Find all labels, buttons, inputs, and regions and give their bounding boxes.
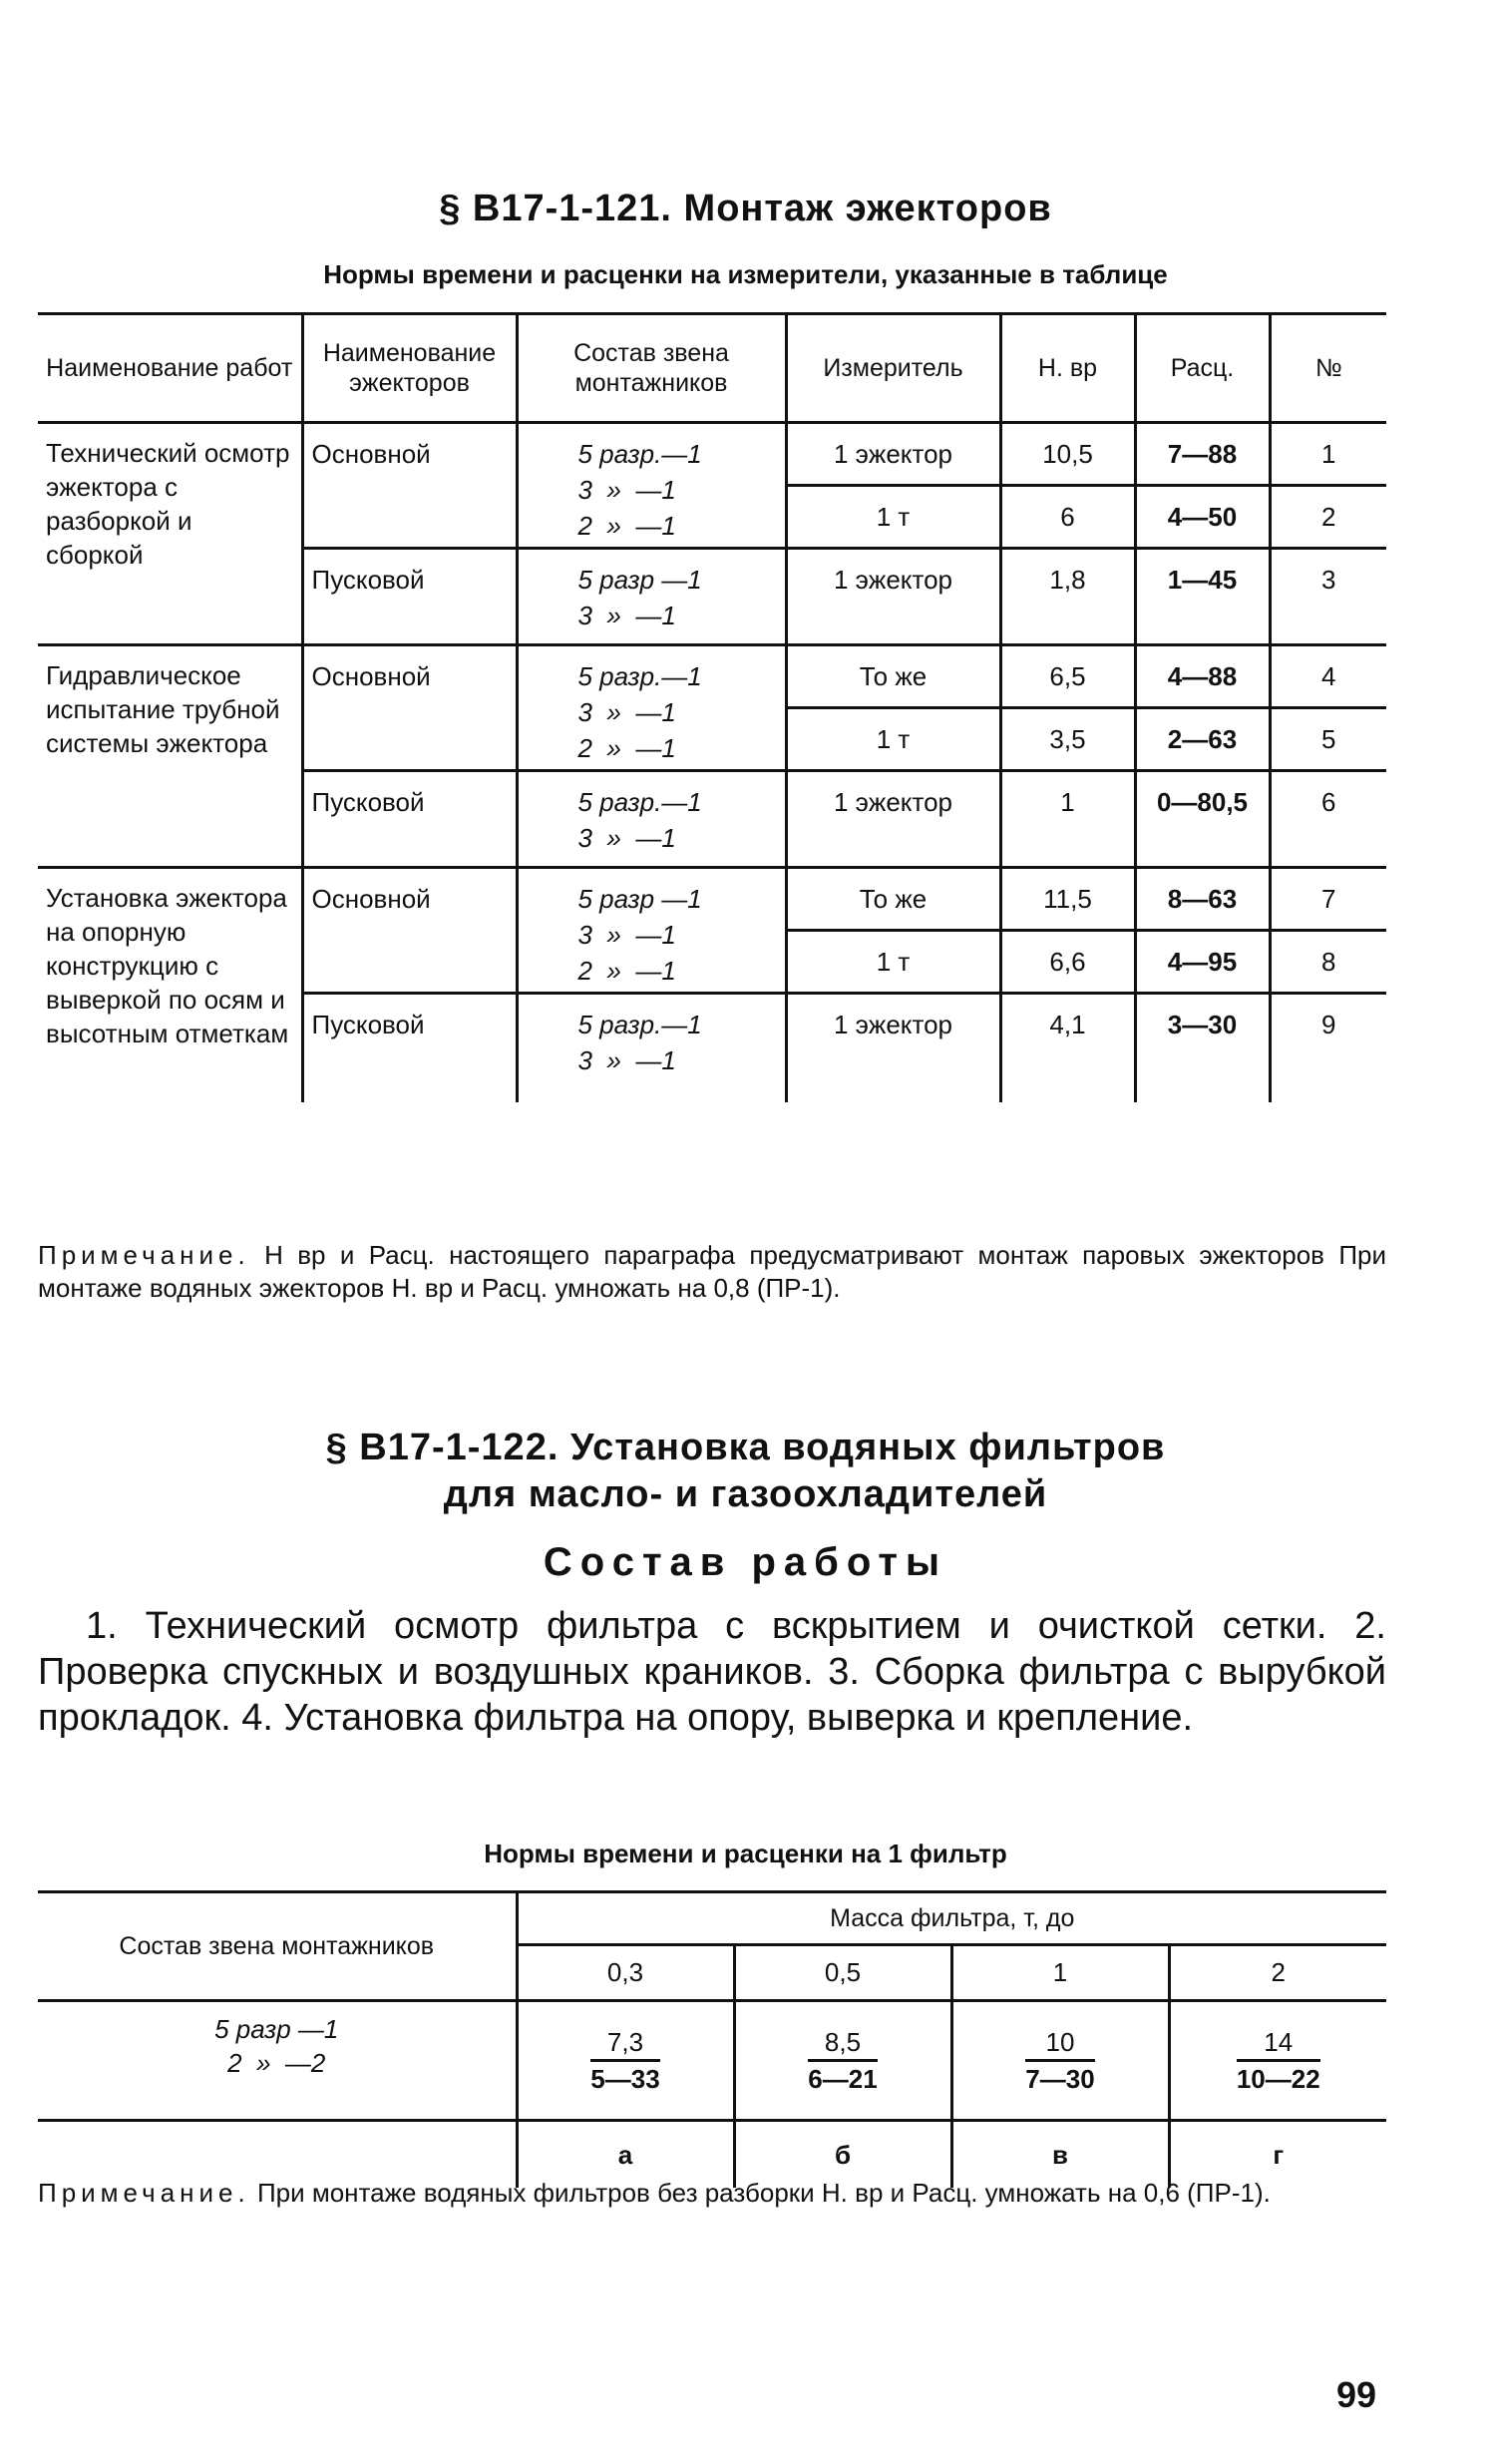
crew-composition: 5 разр.—1 3 » —1 2 » —1 [517, 423, 786, 549]
norm-time: 14 [1237, 2025, 1320, 2062]
measure: 1 эжектор [786, 994, 1000, 1103]
rate: 5—33 [590, 2064, 660, 2094]
table-row [38, 868, 1386, 931]
norm-rate-cell [951, 2001, 1169, 2121]
row-number: 6 [1270, 771, 1386, 868]
ejector-type: Основной [302, 423, 517, 549]
work-composition-text: 1. Технический осмотр фильтра с вскрытием и очисткой сетки. 2. Проверка спускных и воздушных краников. 3. Сборка фильтра с вырубкой прокладок. 4. Установка фильтра на опору, выверка и крепление. [38, 1605, 1386, 1739]
rate: 7—88 [1135, 423, 1270, 486]
ejectors-table [38, 312, 1386, 1102]
column-letter: а [517, 2121, 734, 2189]
section1-subtitle: Нормы времени и расценки на измерители, указанные в таблице [323, 259, 1168, 289]
norm-time: 6,5 [1000, 645, 1135, 708]
row-number: 3 [1270, 549, 1386, 645]
note-text: Н вр и Расц. настоящего параграфа предусматривают монтаж паровых эжекторов При монтаже водяных эжекторов Н. вр и Расц. умножать на 0,8 (ПР-1). [38, 1240, 1386, 1303]
table-header-row [38, 314, 1386, 423]
section2-table-title: Нормы времени и расценки на 1 фильтр [484, 1839, 1007, 1868]
ejector-type: Основной [302, 645, 517, 771]
table-row [38, 423, 1386, 486]
rate: 1—45 [1135, 549, 1270, 645]
table-header-row [38, 1892, 1386, 1945]
rate: 4—95 [1135, 931, 1270, 994]
measure: То же [786, 868, 1000, 931]
measure: 1 т [786, 708, 1000, 771]
norm-time: 10,5 [1000, 423, 1135, 486]
norm-rate-cell [1169, 2001, 1386, 2121]
norm-time: 6 [1000, 486, 1135, 549]
row-number: 1 [1270, 423, 1386, 486]
section2-title-line1: § В17-1-122. Установка водяных фильтров [325, 1427, 1166, 1468]
row-number: 9 [1270, 994, 1386, 1103]
crew-composition: 5 разр —1 3 » —1 2 » —1 [517, 868, 786, 994]
ejector-type: Пусковой [302, 771, 517, 868]
rate: 6—21 [808, 2064, 878, 2094]
rate: 10—22 [1236, 2064, 1320, 2094]
header-ejector: Наименование эжекторов [302, 314, 517, 423]
mass-value: 2 [1169, 1945, 1386, 2001]
section2-title-line2: для масло- и газоохладителей [443, 1473, 1048, 1515]
rate: 4—50 [1135, 486, 1270, 549]
row-number: 2 [1270, 486, 1386, 549]
ejector-type: Основной [302, 868, 517, 994]
measure: 1 т [786, 931, 1000, 994]
page-number: 99 [1336, 2374, 1377, 2415]
rate: 8—63 [1135, 868, 1270, 931]
rate: 4—88 [1135, 645, 1270, 708]
work-name: Установка эжектора на опорную конструкцию с выверкой по осям и высотным отметкам [46, 883, 289, 1048]
ejector-type: Пусковой [302, 549, 517, 645]
rate: 7—30 [1025, 2064, 1095, 2094]
header-number: № [1270, 314, 1386, 423]
column-letter: в [951, 2121, 1169, 2189]
crew-composition: 5 разр —1 3 » —1 [517, 549, 786, 645]
section1-note [38, 1239, 1386, 1305]
rate: 3—30 [1135, 994, 1270, 1103]
filters-table [38, 1890, 1386, 2188]
note-text: При монтаже водяных фильтров без разборки Н. вр и Расц. умножать на 0,6 (ПР-1). [256, 2178, 1271, 2208]
header-crew: Состав звена монтажников [517, 314, 786, 423]
work-name: Технический осмотр эжектора с разборкой и сборкой [38, 423, 302, 645]
measure: 1 эжектор [786, 423, 1000, 486]
row-number: 7 [1270, 868, 1386, 931]
row-number: 4 [1270, 645, 1386, 708]
header-rate: Расц. [1135, 314, 1270, 423]
rate: 2—63 [1135, 708, 1270, 771]
table-row [38, 645, 1386, 708]
header-norm: Н. вр [1000, 314, 1135, 423]
mass-value: 0,3 [517, 1945, 734, 2001]
note-label: Примечание. [38, 1240, 250, 1270]
measure: То же [786, 645, 1000, 708]
norm-time: 10 [1025, 2025, 1094, 2062]
work-heading: Состав работы [543, 1540, 948, 1584]
section2-note [38, 2177, 1386, 2210]
header-measure: Измеритель [786, 314, 1000, 423]
norm-time: 1,8 [1000, 549, 1135, 645]
norm-time: 6,6 [1000, 931, 1135, 994]
crew-composition: 5 разр.—1 3 » —1 [517, 994, 786, 1103]
norm-time: 1 [1000, 771, 1135, 868]
work-name: Гидравлическое испытание трубной системы эжектора [38, 645, 302, 868]
section1-title: § В17-1-121. Монтаж эжекторов [439, 188, 1052, 229]
ejector-type: Пусковой [302, 994, 517, 1103]
column-letter: б [734, 2121, 951, 2189]
norm-rate-cell [734, 2001, 951, 2121]
crew-composition: 5 разр.—1 3 » —1 2 » —1 [517, 645, 786, 771]
norm-time: 11,5 [1000, 868, 1135, 931]
crew-composition: 5 разр.—1 3 » —1 [517, 771, 786, 868]
measure: 1 т [786, 486, 1000, 549]
rate: 0—80,5 [1135, 771, 1270, 868]
crew-composition: 5 разр —1 2 » —2 [38, 2001, 517, 2121]
row-number: 8 [1270, 931, 1386, 994]
column-letter: г [1169, 2121, 1386, 2189]
norm-time: 7,3 [590, 2025, 659, 2062]
norm-rate-cell [517, 2001, 734, 2121]
norm-time: 4,1 [1000, 994, 1135, 1103]
mass-value: 1 [951, 1945, 1169, 2001]
header-work: Наименование работ [38, 314, 302, 423]
norm-time: 3,5 [1000, 708, 1135, 771]
norm-time: 8,5 [808, 2025, 877, 2062]
header-mass: Масса фильтра, т, до [517, 1892, 1386, 1945]
row-number: 5 [1270, 708, 1386, 771]
measure: 1 эжектор [786, 549, 1000, 645]
measure: 1 эжектор [786, 771, 1000, 868]
mass-value: 0,5 [734, 1945, 951, 2001]
table-row [38, 2001, 1386, 2121]
header-crew: Состав звена монтажников [38, 1892, 517, 2001]
note-label: Примечание. [38, 2178, 250, 2208]
